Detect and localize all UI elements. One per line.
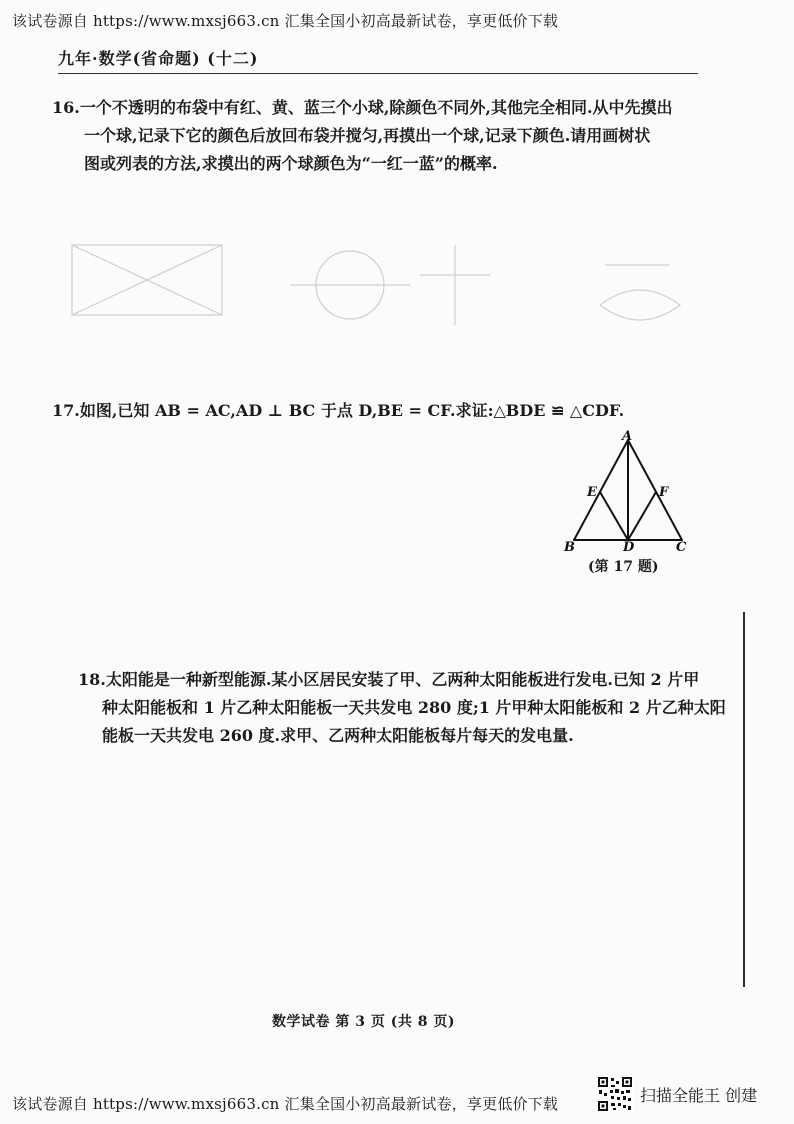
scanner-watermark: 扫描全能王 创建 <box>640 1086 758 1105</box>
page-footer: 数学试卷 第 3 页 (共 8 页) <box>272 1014 455 1030</box>
page-edge-line <box>743 612 745 987</box>
segment-df <box>628 492 656 540</box>
label-c: C <box>676 540 687 555</box>
question-18-line-1: 18.太阳能是一种新型能源.某小区居民安装了甲、乙两种太阳能板进行发电.已知 2 片甲 <box>78 670 700 689</box>
top-source-banner: 该试卷源自 https://www.mxsj663.cn 汇集全国小初高最新试卷，享更低价下载 <box>12 12 559 30</box>
label-e: E <box>587 485 597 500</box>
bleed-through-ghost <box>60 205 740 405</box>
qr-code-icon <box>597 1076 633 1112</box>
bottom-source-banner: 该试卷源自 https://www.mxsj663.cn 汇集全国小初高最新试卷，享更低价下载 <box>12 1095 559 1113</box>
question-16-line-3: 图或列表的方法,求摸出的两个球颜色为“一红一蓝”的概率. <box>84 154 498 173</box>
figure-caption: (第 17 题) <box>588 559 659 575</box>
segment-de <box>600 492 628 540</box>
question-18 <box>78 666 726 750</box>
label-b: B <box>564 540 575 555</box>
question-18-line-3: 能板一天共发电 260 度.求甲、乙两种太阳能板每片每天的发电量. <box>102 726 574 745</box>
question-16-line-2: 一个球,记录下它的颜色后放回布袋并搅匀,再摸出一个球,记录下颜色.请用画树状 <box>84 126 651 145</box>
label-a: A <box>622 429 633 444</box>
question-16-line-1: 16.一个不透明的布袋中有红、黄、蓝三个小球,除颜色不同外,其他完全相同.从中先摸出 <box>52 98 673 117</box>
question-17-figure <box>560 428 700 558</box>
label-d: D <box>623 540 635 555</box>
header-rule <box>58 73 698 74</box>
question-18-line-2: 种太阳能板和 1 片乙种太阳能板一天共发电 280 度;1 片甲种太阳能板和 2 片乙种太阳 <box>102 698 726 717</box>
question-17-text: 17.如图,已知 AB = AC,AD ⊥ BC 于点 D,BE = CF.求证:△BDE ≌ △CDF. <box>52 401 625 420</box>
page-header: 九年·数学(省命题) (十二) <box>58 49 259 68</box>
label-f: F <box>659 485 669 500</box>
question-16 <box>52 94 712 178</box>
question-17 <box>52 397 712 425</box>
